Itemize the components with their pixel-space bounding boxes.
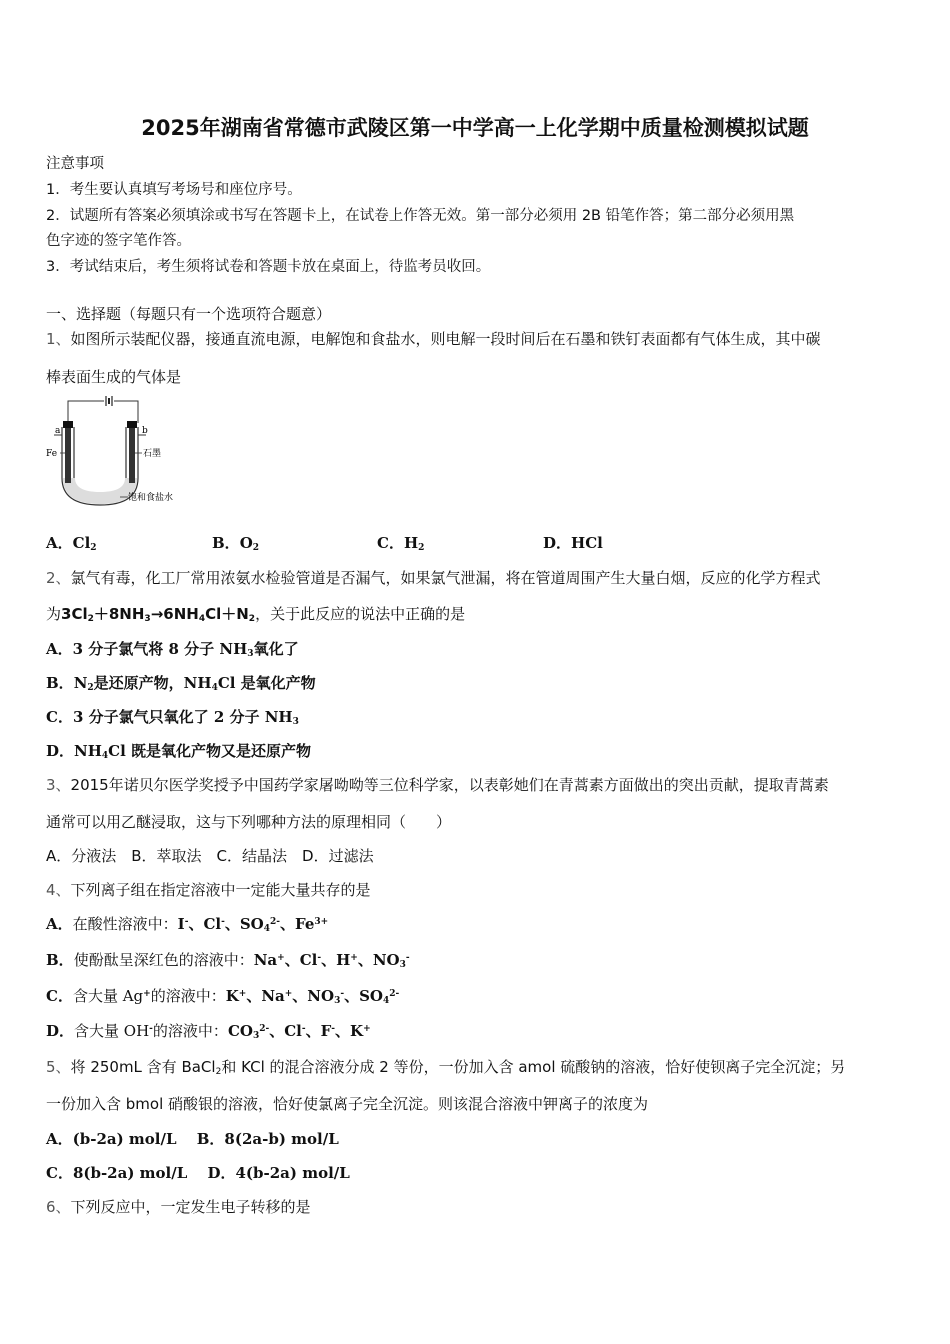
q4-stem: 4、下列离子组在指定溶液中一定能大量共存的是 xyxy=(46,881,371,899)
q2-line2: 为$3Cl_2+8NH_3\to 6NH_4Cl+N_2$，关于此反应的说法中正确的是 xyxy=(46,605,466,624)
q2-option-c[interactable]: C．3 分子氯气只氧化了 2 分子 $NH_3$ xyxy=(46,708,299,727)
q4-option-c[interactable]: C．含大量 Ag+的溶液中：K+、Na+、$NO_3^-$、$SO_4^{2-}$ xyxy=(46,987,400,1006)
q4-option-a[interactable]: A．在酸性溶液中：I-、Cl-、$SO_4^{2-}$、$Fe^{3+}$ xyxy=(46,915,329,934)
q1-option-b[interactable]: B．$O_2$ xyxy=(212,534,260,553)
svg-text:饱和食盐水: 饱和食盐水 xyxy=(128,493,174,503)
notice-item-2: 2．试题所有答案必须填涂或书写在答题卡上，在试卷上作答无效。第一部分必须用 2B 铅笔作答；第二部分必须用黑 xyxy=(46,208,795,224)
q3-number: 3、 xyxy=(46,776,71,794)
q1-option-d[interactable]: D．HCl xyxy=(543,534,603,552)
q2-line1: 2、氯气有毒，化工厂常用浓氨水检验管道是否漏气，如果氯气泄漏，将在管道周围产生大量白烟，反应的化学方程式 xyxy=(46,569,821,587)
svg-text:Fe: Fe xyxy=(46,449,58,459)
q1-option-c[interactable]: C．$H_2$ xyxy=(377,534,425,553)
svg-text:石墨: 石墨 xyxy=(143,449,162,459)
q3-options[interactable]: A．分液法 B．萃取法 C．结晶法 D．过滤法 xyxy=(46,847,374,865)
q4-option-b[interactable]: B．使酚酞呈深红色的溶液中：Na+、Cl-、H+、$NO_3^-$ xyxy=(46,951,410,970)
q1-option-a[interactable]: A．$Cl_2$ xyxy=(46,534,97,553)
notice-item-1: 1．考生要认真填写考场号和座位序号。 xyxy=(46,182,302,198)
u-tube-apparatus-icon xyxy=(46,393,196,513)
notice-item-2-cont: 色字迹的签字笔作答。 xyxy=(46,233,191,249)
electrolysis-diagram xyxy=(46,393,196,513)
q3-line1: 3、2015年诺贝尔医学奖授予中国药学家屠呦呦等三位科学家，以表彰她们在青蒿素方面做出的突出贡献，提取青蒿素 xyxy=(46,776,829,794)
q1-line2: 棒表面生成的气体是 xyxy=(46,368,182,386)
q2-option-b[interactable]: B．$N_2$是还原产物，$NH_4Cl$ 是氧化产物 xyxy=(46,674,316,693)
reaction-equation: $3Cl_2+8NH_3\to 6NH_4Cl+N_2$ xyxy=(61,605,256,624)
q5-line1: 5、将 250mL 含有 BaCl$_2$和 KCl 的混合溶液分成 2 等份，一份加入含 amol 硫酸钠的溶液，恰好使钡离子完全沉淀；另 xyxy=(46,1058,846,1077)
section-heading: 一、选择题（每题只有一个选项符合题意） xyxy=(46,305,332,323)
svg-text:a: a xyxy=(55,426,61,436)
q2-number: 2、 xyxy=(46,569,71,587)
q5-number: 5、 xyxy=(46,1058,71,1076)
q4-option-d[interactable]: D．含大量 OH-的溶液中：$CO_3^{2-}$、Cl-、F-、K+ xyxy=(46,1022,371,1041)
svg-text:b: b xyxy=(142,426,148,436)
q1-line1 xyxy=(46,328,821,349)
notice-item-3: 3．考试结束后，考生须将试卷和答题卡放在桌面上，待监考员收回。 xyxy=(46,259,491,275)
q1-stem-1: 如图所示装配仪器，接通直流电源，电解饱和食盐水，则电解一段时间后在石墨和铁钉表面都有气体生成，其中碳 xyxy=(70,330,821,348)
q6-number: 6、 xyxy=(46,1198,71,1216)
q5-line2: 一份加入含 bmol 硝酸银的溶液，恰好使氯离子完全沉淀。则该混合溶液中钾离子的浓度为 xyxy=(46,1095,649,1113)
q5-options-row2[interactable]: C．8(b-2a) mol/L D．4(b-2a) mol/L xyxy=(46,1164,350,1182)
q2-option-a[interactable]: A．3 分子氯气将 8 分子 $NH_3$氧化了 xyxy=(46,640,299,659)
q2-option-d[interactable]: D．$NH_4Cl$ 既是氧化产物又是还原产物 xyxy=(46,742,312,761)
q3-line2: 通常可以用乙醚浸取，这与下列哪种方法的原理相同（ ） xyxy=(46,813,452,831)
q1-number: 1、 xyxy=(46,330,71,348)
q6-stem: 6、下列反应中，一定发生电子转移的是 xyxy=(46,1198,311,1216)
notice-heading: 注意事项 xyxy=(46,156,104,172)
q4-number: 4、 xyxy=(46,881,71,899)
page-title: 2025年湖南省常德市武陵区第一中学高一上化学期中质量检测模拟试题 xyxy=(141,116,809,140)
q5-options-row1[interactable]: A．(b-2a) mol/L B．8(2a-b) mol/L xyxy=(46,1130,339,1148)
